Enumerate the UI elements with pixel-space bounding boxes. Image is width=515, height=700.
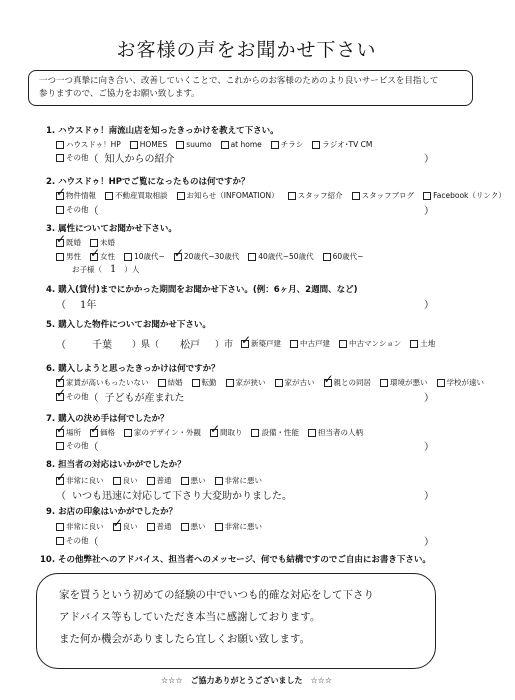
checkbox[interactable] bbox=[290, 340, 298, 348]
footer-thanks: ☆☆☆ ご協力ありがとうございました ☆☆☆ bbox=[160, 676, 333, 685]
q5-types bbox=[241, 338, 444, 349]
checkbox[interactable] bbox=[215, 477, 223, 485]
checkbox[interactable] bbox=[56, 477, 64, 485]
q9-heading: 9. お店の印象はいかがでしたか？ bbox=[46, 507, 178, 517]
q3-attrs bbox=[56, 251, 372, 262]
checkbox-option[interactable] bbox=[339, 338, 401, 349]
checkbox-label: 土地 bbox=[420, 339, 436, 348]
q7-options bbox=[56, 427, 372, 438]
checkbox-label: 男性 bbox=[66, 252, 81, 261]
checkbox-label: suumo bbox=[186, 140, 212, 149]
checkbox-option[interactable] bbox=[56, 190, 96, 201]
checkbox[interactable] bbox=[105, 192, 113, 200]
checkbox-option[interactable] bbox=[56, 237, 81, 248]
q9-other-checkbox[interactable] bbox=[56, 537, 64, 545]
checkbox-label: 未婚 bbox=[100, 238, 115, 247]
q5-heading: 5. 購入した物件についてお聞かせ下さい。 bbox=[46, 320, 211, 330]
checkbox-label: 非常に良い bbox=[66, 476, 104, 485]
checkbox-option[interactable] bbox=[147, 475, 172, 486]
checkbox-label: 女性 bbox=[100, 252, 115, 261]
checkbox-label: 60歳代~ bbox=[332, 252, 364, 261]
checkbox-label: 新築戸建 bbox=[251, 339, 282, 348]
checkbox-option[interactable] bbox=[192, 377, 217, 388]
q9-other-row: その他 （ ） bbox=[56, 533, 434, 548]
q10-message-box bbox=[36, 573, 436, 669]
intro-box bbox=[28, 70, 473, 106]
q9-options bbox=[56, 521, 271, 532]
q3-children-label: お子様（ bbox=[72, 265, 102, 274]
checkbox[interactable] bbox=[56, 192, 64, 200]
checkbox-option[interactable] bbox=[288, 190, 343, 201]
checkbox-option[interactable] bbox=[124, 251, 165, 262]
q5-pref-label: ）県（ bbox=[132, 340, 160, 350]
checkbox-option[interactable] bbox=[410, 338, 435, 349]
checkbox-label: 学校が遠い bbox=[446, 378, 484, 387]
checkbox[interactable] bbox=[147, 477, 155, 485]
q4-answer-row: （ 1年 ） bbox=[56, 296, 434, 311]
checkbox-option[interactable] bbox=[105, 190, 168, 201]
checkbox-label: 非常に悪い bbox=[224, 522, 262, 531]
checkbox-label: 家賃が高いもったいない bbox=[66, 378, 149, 387]
checkbox-option[interactable] bbox=[215, 521, 263, 532]
checkbox[interactable] bbox=[124, 429, 132, 437]
checkbox-label: 場所 bbox=[66, 428, 81, 437]
checkbox[interactable] bbox=[437, 379, 445, 387]
checkbox-option[interactable] bbox=[352, 190, 415, 201]
checkbox-option[interactable] bbox=[56, 251, 81, 262]
checkbox-label: 悪い bbox=[190, 476, 206, 485]
checkbox[interactable] bbox=[210, 429, 218, 437]
checkbox-label: 20歳代~30歳代 bbox=[183, 252, 240, 261]
checkbox-option[interactable] bbox=[312, 139, 372, 150]
checkbox[interactable] bbox=[221, 141, 229, 149]
q6-other-checkbox[interactable] bbox=[56, 393, 64, 401]
q6-heading: 6. 購入しようと思ったきっかけは何ですか？ bbox=[46, 364, 220, 374]
checkbox-label: 不動産買取相談 bbox=[115, 191, 168, 200]
checkbox-option[interactable] bbox=[275, 377, 315, 388]
checkbox-label: 中古戸建 bbox=[300, 339, 331, 348]
checkbox[interactable] bbox=[181, 477, 189, 485]
checkbox[interactable] bbox=[56, 253, 64, 261]
q2-other-label: その他 bbox=[66, 205, 89, 214]
q10-line-1: 家を買うという初めての経験の中でいつも的確な対応をして下さり bbox=[59, 589, 374, 601]
checkbox[interactable] bbox=[176, 141, 184, 149]
q6-options bbox=[56, 377, 493, 388]
checkbox-option[interactable] bbox=[271, 139, 304, 150]
checkbox[interactable] bbox=[90, 429, 98, 437]
checkbox-label: 普通 bbox=[156, 522, 172, 531]
q8-heading: 8. 担当者の対応はいかがでしたか？ bbox=[46, 460, 186, 470]
checkbox-option[interactable] bbox=[437, 377, 485, 388]
checkbox[interactable] bbox=[181, 523, 189, 531]
q6-other-answer: 子どもが産まれた bbox=[104, 393, 185, 404]
checkbox[interactable] bbox=[177, 192, 185, 200]
checkbox[interactable] bbox=[56, 523, 64, 531]
checkbox[interactable] bbox=[241, 340, 249, 348]
checkbox-label: 家が狭い bbox=[235, 378, 266, 387]
checkbox[interactable] bbox=[339, 340, 347, 348]
checkbox[interactable] bbox=[248, 253, 256, 261]
checkbox-label: 家のデザイン・外観 bbox=[134, 428, 201, 437]
checkbox[interactable] bbox=[130, 141, 138, 149]
q5-city: 松戸 bbox=[180, 340, 201, 351]
checkbox-label: 物件情報 bbox=[66, 191, 96, 200]
checkbox-option[interactable] bbox=[380, 377, 428, 388]
checkbox-label: 既婚 bbox=[66, 238, 81, 247]
checkbox[interactable] bbox=[124, 253, 132, 261]
checkbox[interactable] bbox=[275, 379, 283, 387]
checkbox-option[interactable] bbox=[113, 521, 138, 532]
q5-prefecture: 千葉 bbox=[92, 340, 112, 351]
checkbox-option[interactable] bbox=[290, 338, 330, 349]
checkbox-label: 親との同居 bbox=[333, 378, 371, 387]
checkbox-option[interactable] bbox=[56, 377, 149, 388]
q5-city-label: ）市 bbox=[215, 340, 234, 350]
checkbox-label: 良い bbox=[122, 476, 138, 485]
checkbox-label: 環境が悪い bbox=[390, 378, 428, 387]
checkbox-label: 転勤 bbox=[201, 378, 217, 387]
q6-other-label: その他 bbox=[66, 392, 89, 401]
checkbox-label: 悪い bbox=[190, 522, 206, 531]
checkbox-option[interactable] bbox=[308, 427, 363, 438]
checkbox[interactable] bbox=[324, 379, 332, 387]
checkbox-label: 結婚 bbox=[167, 378, 183, 387]
q6-other-row: ✓ その他 （ 子どもが産まれた ） bbox=[56, 389, 434, 404]
checkbox[interactable] bbox=[113, 523, 121, 531]
checkbox-label: お知らせ（INFOMATION） bbox=[186, 191, 279, 200]
checkbox-option[interactable] bbox=[177, 190, 279, 201]
checkbox-label: ハウスドゥ！HP bbox=[66, 140, 121, 149]
q1-options bbox=[56, 139, 381, 150]
checkbox-option[interactable] bbox=[174, 251, 239, 262]
checkbox[interactable] bbox=[113, 477, 121, 485]
checkbox-option[interactable] bbox=[241, 338, 281, 349]
checkbox-option[interactable] bbox=[56, 475, 104, 486]
q2-options bbox=[56, 190, 515, 201]
q3-children-unit: ）人 bbox=[124, 265, 140, 274]
checkbox[interactable] bbox=[288, 192, 296, 200]
q2-other-row: その他 （ ） bbox=[56, 202, 434, 217]
q2-other-checkbox[interactable] bbox=[56, 206, 64, 214]
checkbox[interactable] bbox=[56, 429, 64, 437]
q1-other-answer: 知人からの紹介 bbox=[104, 154, 175, 165]
checkbox-label: スタッフ紹介 bbox=[297, 191, 343, 200]
q7-heading: 7. 購入の決め手は何でしたか？ bbox=[46, 414, 169, 424]
checkbox-label: 非常に良い bbox=[66, 522, 104, 531]
checkbox-option[interactable] bbox=[215, 475, 263, 486]
checkbox[interactable] bbox=[308, 429, 316, 437]
checkbox-label: HOMES bbox=[139, 140, 168, 149]
checkbox-option[interactable] bbox=[221, 140, 262, 149]
checkbox[interactable] bbox=[56, 141, 64, 149]
checkbox-label: 担当者の人柄 bbox=[317, 428, 363, 437]
checkbox[interactable] bbox=[192, 379, 200, 387]
checkbox-option[interactable] bbox=[210, 427, 243, 438]
checkbox-label: スタッフブログ bbox=[361, 191, 415, 200]
q10-line-3: また何か機会がありましたら宜しくお願い致します。 bbox=[59, 633, 311, 645]
checkbox-label: チラシ bbox=[280, 140, 304, 149]
checkbox-option[interactable] bbox=[124, 427, 201, 438]
q7-other-checkbox[interactable] bbox=[56, 442, 64, 450]
q1-other-checkbox[interactable] bbox=[56, 154, 64, 162]
checkbox-label: 良い bbox=[122, 522, 138, 531]
checkbox-option[interactable] bbox=[90, 251, 115, 262]
checkbox[interactable] bbox=[410, 340, 418, 348]
checkbox-option[interactable] bbox=[324, 377, 372, 388]
q3-children-row bbox=[72, 264, 139, 275]
checkbox-option[interactable] bbox=[113, 475, 138, 486]
q9-other-label: その他 bbox=[66, 536, 89, 545]
checkbox-option[interactable] bbox=[90, 427, 115, 438]
q2-heading: 2. ハウスドゥ！HPでご覧になったものは何ですか？ bbox=[46, 177, 250, 187]
q10-heading: 10. その他弊社へのアドバイス、担当者へのメッセージ、何でも結構ですのでご自由にお書き下さい。 bbox=[40, 555, 431, 565]
intro-line-1: 一つ一つ真摯に向き合い、改善していくことで、これからのお客様のためのより良いサービスを目指して bbox=[39, 76, 439, 86]
checkbox-option[interactable] bbox=[423, 190, 506, 201]
checkbox[interactable] bbox=[323, 253, 331, 261]
q10-line-2: アドバイス等もしていただき本当に感謝しております。 bbox=[59, 611, 321, 623]
checkbox[interactable] bbox=[312, 141, 320, 149]
checkbox-label: 価格 bbox=[100, 428, 115, 437]
checkbox-label: Facebook（リンク） bbox=[433, 191, 506, 200]
q8-options bbox=[56, 475, 271, 486]
q8-comment-row: （ いつも迅速に対応して下さり大変助かりました。 ） bbox=[56, 487, 434, 502]
checkbox-label: 中古マンション bbox=[349, 339, 402, 348]
checkbox-label: 40歳代~50歳代 bbox=[258, 252, 314, 261]
q4-answer: 1年 bbox=[80, 300, 97, 311]
q8-comment: いつも迅速に対応して下さり大変助かりました。 bbox=[72, 491, 292, 502]
checkbox-option[interactable] bbox=[181, 475, 206, 486]
checkbox-option[interactable] bbox=[181, 521, 206, 532]
checkbox-option[interactable] bbox=[147, 521, 172, 532]
checkbox[interactable] bbox=[352, 192, 360, 200]
checkbox[interactable] bbox=[380, 379, 388, 387]
q3-children-value: 1 bbox=[110, 264, 117, 275]
checkbox-label: 設備・性能 bbox=[261, 428, 299, 437]
checkbox-option[interactable] bbox=[226, 377, 266, 388]
checkbox[interactable] bbox=[147, 523, 155, 531]
checkbox[interactable] bbox=[215, 523, 223, 531]
checkbox-option[interactable] bbox=[323, 251, 364, 262]
checkbox[interactable] bbox=[226, 379, 234, 387]
checkbox-label: 家が古い bbox=[284, 378, 315, 387]
q1-heading: 1. ハウスドゥ！南流山店を知ったきっかけを教えて下さい。 bbox=[46, 126, 279, 136]
checkbox[interactable] bbox=[90, 253, 98, 261]
checkbox[interactable] bbox=[271, 141, 279, 149]
checkbox-option[interactable] bbox=[56, 427, 81, 438]
checkbox-option[interactable] bbox=[251, 427, 299, 438]
checkbox-option[interactable] bbox=[176, 140, 211, 149]
q1-other-row: その他 （ 知人からの紹介 ） bbox=[56, 150, 434, 165]
q4-heading: 4. 購入(賃付)までにかかった期間をお聞かせ下さい。(例：6ヶ月、2週間、など) bbox=[46, 285, 358, 295]
checkbox-label: 普通 bbox=[156, 476, 172, 485]
intro-line-2: 参りますので、ご協力をお願い致します。 bbox=[39, 89, 200, 99]
q7-other-row: その他 （ ） bbox=[56, 438, 434, 453]
checkbox[interactable] bbox=[56, 239, 64, 247]
checkbox-label: ラジオ･TV CM bbox=[322, 140, 373, 149]
q7-other-label: その他 bbox=[66, 441, 89, 450]
checkbox-option[interactable] bbox=[130, 140, 168, 149]
checkbox-option[interactable] bbox=[56, 139, 121, 150]
q1-other-label: その他 bbox=[66, 153, 89, 162]
checkbox-option[interactable] bbox=[56, 521, 104, 532]
checkbox[interactable] bbox=[423, 192, 431, 200]
checkbox-label: at home bbox=[230, 140, 262, 149]
checkbox-option[interactable] bbox=[248, 251, 313, 262]
checkbox-label: 間取り bbox=[219, 428, 243, 437]
q3-heading: 3. 属性についてお聞かせ下さい。 bbox=[46, 224, 177, 234]
checkbox-option[interactable] bbox=[158, 377, 183, 388]
checkbox-label: 10歳代~ bbox=[134, 252, 165, 261]
q5-location-row: （ 千葉 ）県（ 松戸 ）市 ✓ 新築戸建 中古戸建 中古マンション 土地 bbox=[56, 336, 444, 351]
page-title: お客様の声をお聞かせ下さい bbox=[116, 39, 377, 61]
checkbox[interactable] bbox=[174, 253, 182, 261]
checkbox[interactable] bbox=[158, 379, 166, 387]
checkbox-label: 非常に悪い bbox=[224, 476, 262, 485]
checkbox[interactable] bbox=[251, 429, 259, 437]
